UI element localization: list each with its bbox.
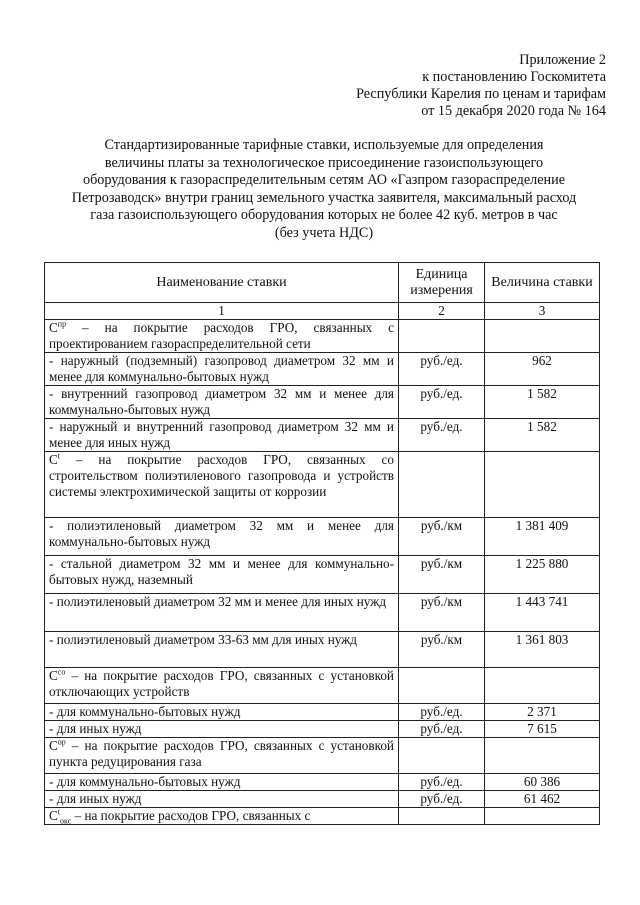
rate-unit: руб./км xyxy=(399,556,485,594)
rate-value: 1 582 xyxy=(485,386,600,419)
table-row xyxy=(45,419,600,452)
table-row xyxy=(45,721,600,738)
rate-name: - для коммунально-бытовых нужд xyxy=(45,704,399,721)
rate-name: - стальной диаметром 32 мм и менее для коммунально-бытовых нужд, наземный xyxy=(45,556,399,594)
rate-unit: руб./км xyxy=(399,518,485,556)
section-title: $C^t_{окс}$ – на покрытие расходов ГРО, связанных с xyxy=(45,808,399,825)
rate-unit: руб./ед. xyxy=(399,791,485,808)
empty-cell xyxy=(485,738,600,774)
rate-name: - для иных нужд xyxy=(45,721,399,738)
header-name: Наименование ставки xyxy=(45,263,399,303)
appendix-line: к постановлению Госкомитета xyxy=(422,69,606,85)
rate-unit: руб./ед. xyxy=(399,704,485,721)
rate-unit: руб./ед. xyxy=(399,353,485,386)
section-row xyxy=(45,668,600,704)
rate-name: - полиэтиленовый диаметром 33-63 мм для иных нужд xyxy=(45,632,399,668)
rate-value: 1 443 741 xyxy=(485,594,600,632)
table-row xyxy=(45,556,600,594)
rate-unit: руб./км xyxy=(399,632,485,668)
empty-cell xyxy=(399,808,485,825)
header-unit: Единица измерения xyxy=(399,263,485,303)
title-line: (без учета НДС) xyxy=(274,224,374,241)
empty-cell xyxy=(485,808,600,825)
section-row xyxy=(45,320,600,353)
empty-cell xyxy=(399,320,485,353)
rate-unit: руб./ед. xyxy=(399,386,485,419)
section-title: $C^{пр}$ – на покрытие расходов ГРО, связанных с проектированием газораспределительной сети xyxy=(45,320,399,353)
rate-name: - наружный и внутренний газопровод диаметром 32 мм и менее для иных нужд xyxy=(45,419,399,452)
rate-value: 61 462 xyxy=(485,791,600,808)
column-number: 2 xyxy=(399,303,485,320)
rate-name: - полиэтиленовый диаметром 32 мм и менее для иных нужд xyxy=(45,594,399,632)
appendix-block xyxy=(356,52,606,120)
rate-name: - для коммунально-бытовых нужд xyxy=(45,774,399,791)
table-header-row xyxy=(45,263,600,303)
table-row xyxy=(45,594,600,632)
empty-cell xyxy=(485,668,600,704)
rate-value: 7 615 xyxy=(485,721,600,738)
rate-name: - полиэтиленовый диаметром 32 мм и менее для коммунально-бытовых нужд xyxy=(45,518,399,556)
empty-cell xyxy=(399,668,485,704)
title-line: Петрозаводск» внутри границ земельного участка заявителя, максимальный расход xyxy=(71,189,577,206)
section-title: $C^{ор}$ – на покрытие расходов ГРО, связанных с установкой пункта редуцирования газа xyxy=(45,738,399,774)
empty-cell xyxy=(399,738,485,774)
rate-value: 1 361 803 xyxy=(485,632,600,668)
empty-cell xyxy=(485,320,600,353)
rate-name: - внутренний газопровод диаметром 32 мм и менее для коммунально-бытовых нужд xyxy=(45,386,399,419)
rate-name: - для иных нужд xyxy=(45,791,399,808)
title-line: оборудования к газораспределительным сетям АО «Газпром газораспределение xyxy=(82,172,566,188)
empty-cell xyxy=(399,452,485,518)
empty-cell xyxy=(485,452,600,518)
section-row xyxy=(45,738,600,774)
rates-table xyxy=(44,262,600,825)
rate-value: 2 371 xyxy=(485,704,600,721)
title-line: газа газоиспользующего оборудования которых не более 42 куб. метров в час xyxy=(90,207,558,223)
table-row xyxy=(45,791,600,808)
appendix-line: Республики Карелия по ценам и тарифам xyxy=(356,86,606,102)
appendix-line: от 15 декабря 2020 года № 164 xyxy=(421,103,606,119)
section-title: $C^{со}$ – на покрытие расходов ГРО, связанных с установкой отключающих устройств xyxy=(45,668,399,704)
header-value: Величина ставки xyxy=(485,263,600,303)
rate-unit: руб./ед. xyxy=(399,419,485,452)
table-row xyxy=(45,704,600,721)
table-row xyxy=(45,518,600,556)
title-line: величины платы за технологическое присоединение газоиспользующего xyxy=(104,154,544,171)
rate-value: 1 381 409 xyxy=(485,518,600,556)
rate-unit: руб./км xyxy=(399,594,485,632)
column-number: 1 xyxy=(45,303,399,320)
section-row xyxy=(45,452,600,518)
title-line: Стандартизированные тарифные ставки, используемые для определения xyxy=(104,137,544,153)
rate-value: 962 xyxy=(485,353,600,386)
column-number: 3 xyxy=(485,303,600,320)
rate-value: 1 225 880 xyxy=(485,556,600,594)
rate-name: - наружный (подземный) газопровод диаметром 32 мм и менее для коммунально-бытовых нужд xyxy=(45,353,399,386)
rate-value: 60 386 xyxy=(485,774,600,791)
appendix-line: Приложение 2 xyxy=(519,52,606,68)
section-title: $C^t$ – на покрытие расходов ГРО, связанных со строительством полиэтиленового газопровода и устройств системы электрохимической защиты от коррозии xyxy=(45,452,399,518)
rate-unit: руб./ед. xyxy=(399,774,485,791)
document-title xyxy=(64,137,584,242)
section-row xyxy=(45,808,600,825)
rate-unit: руб./ед. xyxy=(399,721,485,738)
table-row xyxy=(45,774,600,791)
table-row xyxy=(45,353,600,386)
table-row xyxy=(45,632,600,668)
table-row xyxy=(45,386,600,419)
column-number-row xyxy=(45,303,600,320)
rate-value: 1 582 xyxy=(485,419,600,452)
